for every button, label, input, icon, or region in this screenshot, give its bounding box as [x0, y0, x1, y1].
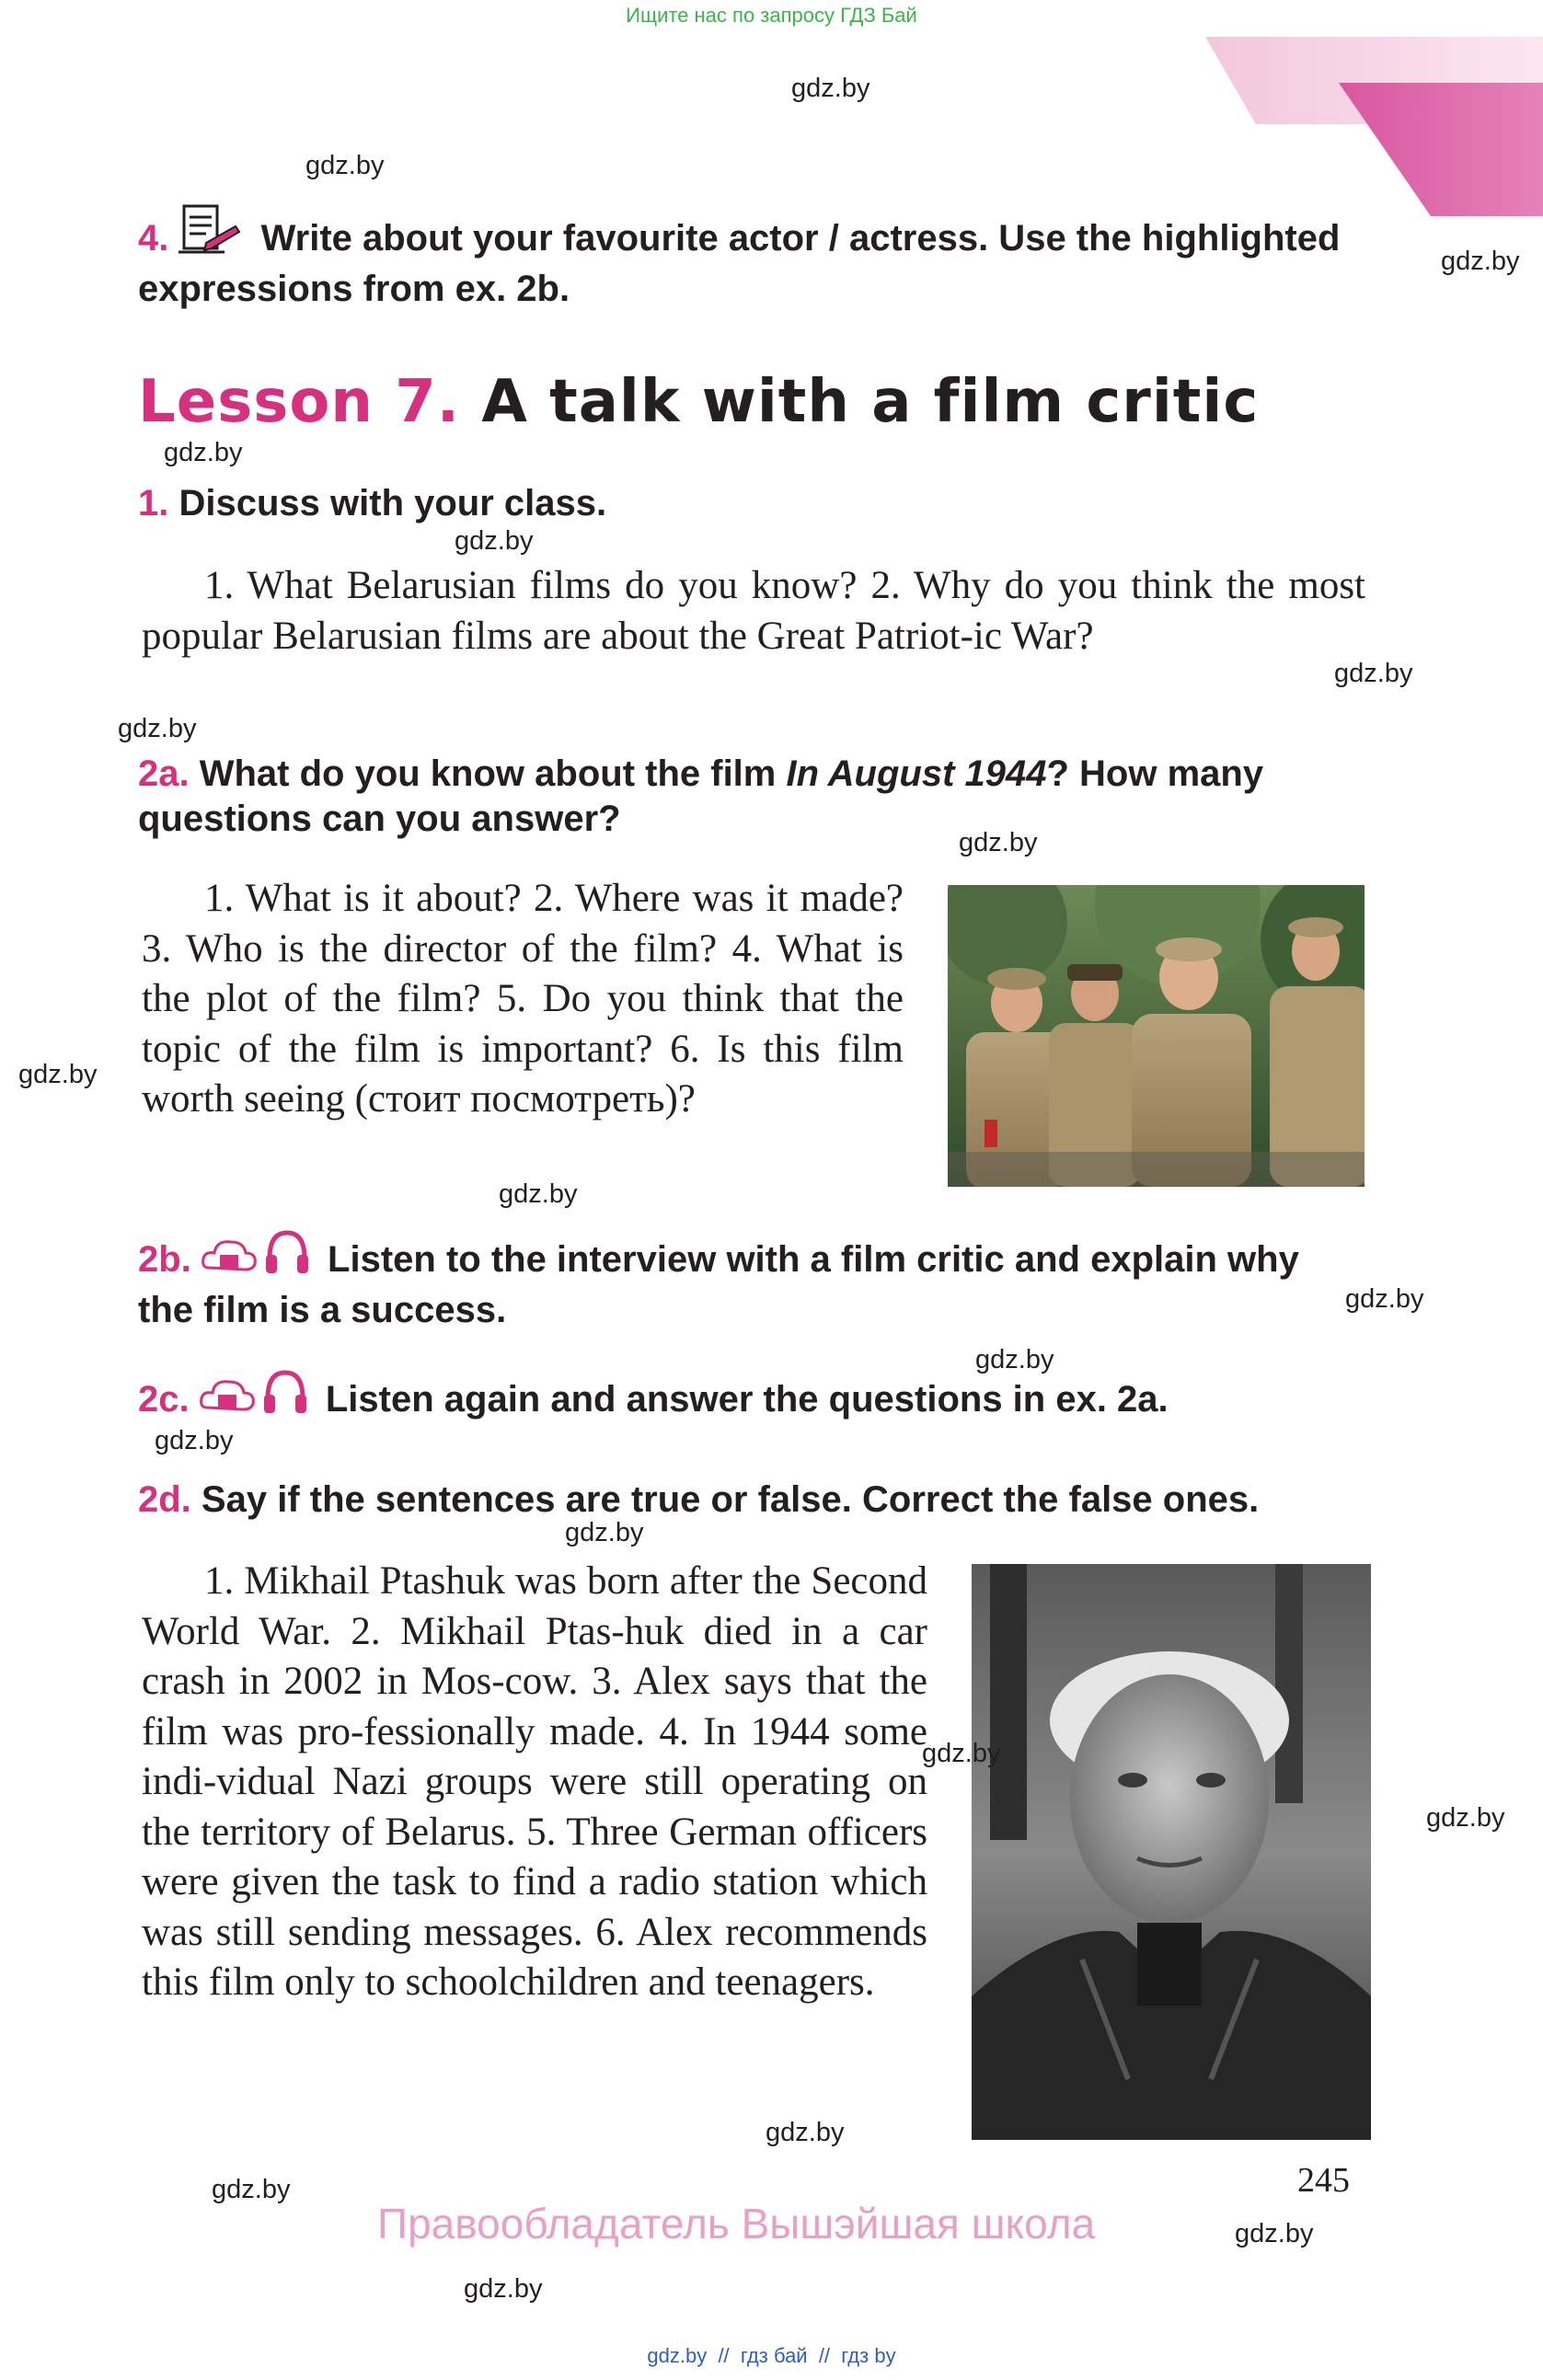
- watermark: gdz.by: [1441, 247, 1520, 276]
- headphones-icon: [262, 1369, 308, 1428]
- watermark: gdz.by: [18, 1060, 98, 1089]
- footer-links[interactable]: gdz.by // гдз бай // гдз by: [647, 2344, 896, 2367]
- task-2a-questions: 1. What is it about? 2. Where was it made? 3. Who is the director of the film? 4. What is the plot of the film? 5. Do you think that the topic of the film is important? 6. Is this film worth seeing (стоит посмотреть)?: [142, 877, 904, 1121]
- task-1: [138, 481, 606, 526]
- watermark: gdz.by: [164, 438, 243, 467]
- task-2c: [138, 1369, 1362, 1428]
- headphones-icon: [264, 1229, 310, 1288]
- task-text: Listen to the interview with a film critic and explain why the film is a success.: [138, 1239, 1299, 1330]
- film-title: In August 1944: [786, 753, 1047, 794]
- cd-icon: [200, 1374, 255, 1428]
- watermark: gdz.by: [1334, 659, 1413, 688]
- task-2a: [138, 752, 1362, 842]
- copyright-notice: Правообладатель Вышэйшая школа: [377, 2200, 1096, 2248]
- watermark: gdz.by: [565, 1518, 644, 1547]
- task-number: 2a.: [138, 753, 190, 794]
- task-instruction-part: What do you know about the film: [199, 753, 787, 794]
- page-number: 245: [1297, 2161, 1350, 2200]
- task-1-questions: 1. What Belarusian films do you know? 2. Why do you think the most popular Belarusian films are about the Great Patriot-ic War?: [142, 564, 1365, 658]
- task-4: [138, 202, 1362, 312]
- task-number: 2d.: [138, 1479, 191, 1520]
- watermark: gdz.by: [155, 1426, 234, 1455]
- director-portrait-image: [972, 1564, 1371, 2140]
- watermark: gdz.by: [1426, 1803, 1505, 1833]
- watermark: gdz.by: [118, 714, 197, 743]
- watermark: gdz.by: [499, 1179, 578, 1209]
- task-2d: [138, 1477, 1362, 1523]
- task-2b: [138, 1229, 1362, 1333]
- task-instruction: Discuss with your class.: [178, 483, 607, 523]
- film-still-image: [948, 885, 1365, 1187]
- watermark: gdz.by: [922, 1739, 1001, 1768]
- watermark: gdz.by: [212, 2175, 291, 2204]
- task-2d-statements: 1. Mikhail Ptashuk was born after the Second World War. 2. Mikhail Ptas-huk died in a car crash in 2002 in Mos-cow. 3. Alex says that the film was pro-fessionally made. 4. In 1944 some indi-vidual Nazi groups were still operating on the territory of Belarus. 5. Three German officers were given the task to find a radio station which was still sending messages. 6. Alex recommends this film only to schoolchildren and teenagers.: [142, 1559, 927, 2004]
- watermark: gdz.by: [791, 74, 870, 103]
- lesson-title: A talk with a film critic: [481, 368, 1260, 436]
- task-instruction-part: ? How many questions can you answer?: [138, 753, 1264, 839]
- task-text: Write about your favourite actor / actress. Use the highlighted expressions from ex. 2b.: [138, 218, 1341, 309]
- corner-decoration: [1205, 37, 1543, 221]
- watermark: gdz.by: [1235, 2219, 1314, 2248]
- watermark: gdz.by: [975, 1345, 1054, 1374]
- task-number: 2b.: [138, 1239, 191, 1280]
- task-number: 4.: [138, 218, 169, 259]
- watermark: gdz.by: [305, 151, 385, 180]
- watermark: gdz.by: [1345, 1284, 1424, 1314]
- task-text: Listen again and answer the questions in ex. 2a.: [325, 1379, 1169, 1420]
- watermark: gdz.by: [455, 526, 534, 556]
- writing-notebook-icon: [178, 202, 243, 267]
- watermark: gdz.by: [464, 2274, 543, 2304]
- task-instruction: Say if the sentences are true or false. Correct the false ones.: [201, 1479, 1260, 1520]
- watermark: gdz.by: [959, 828, 1038, 857]
- header-search-hint: Ищите нас по запросу ГДЗ Бай: [626, 4, 917, 27]
- task-number: 1.: [138, 483, 169, 523]
- lesson-label: Lesson 7.: [138, 368, 461, 436]
- lesson-heading: [138, 368, 1259, 436]
- watermark: gdz.by: [766, 2118, 845, 2147]
- task-number: 2c.: [138, 1379, 190, 1420]
- cd-icon: [202, 1235, 257, 1288]
